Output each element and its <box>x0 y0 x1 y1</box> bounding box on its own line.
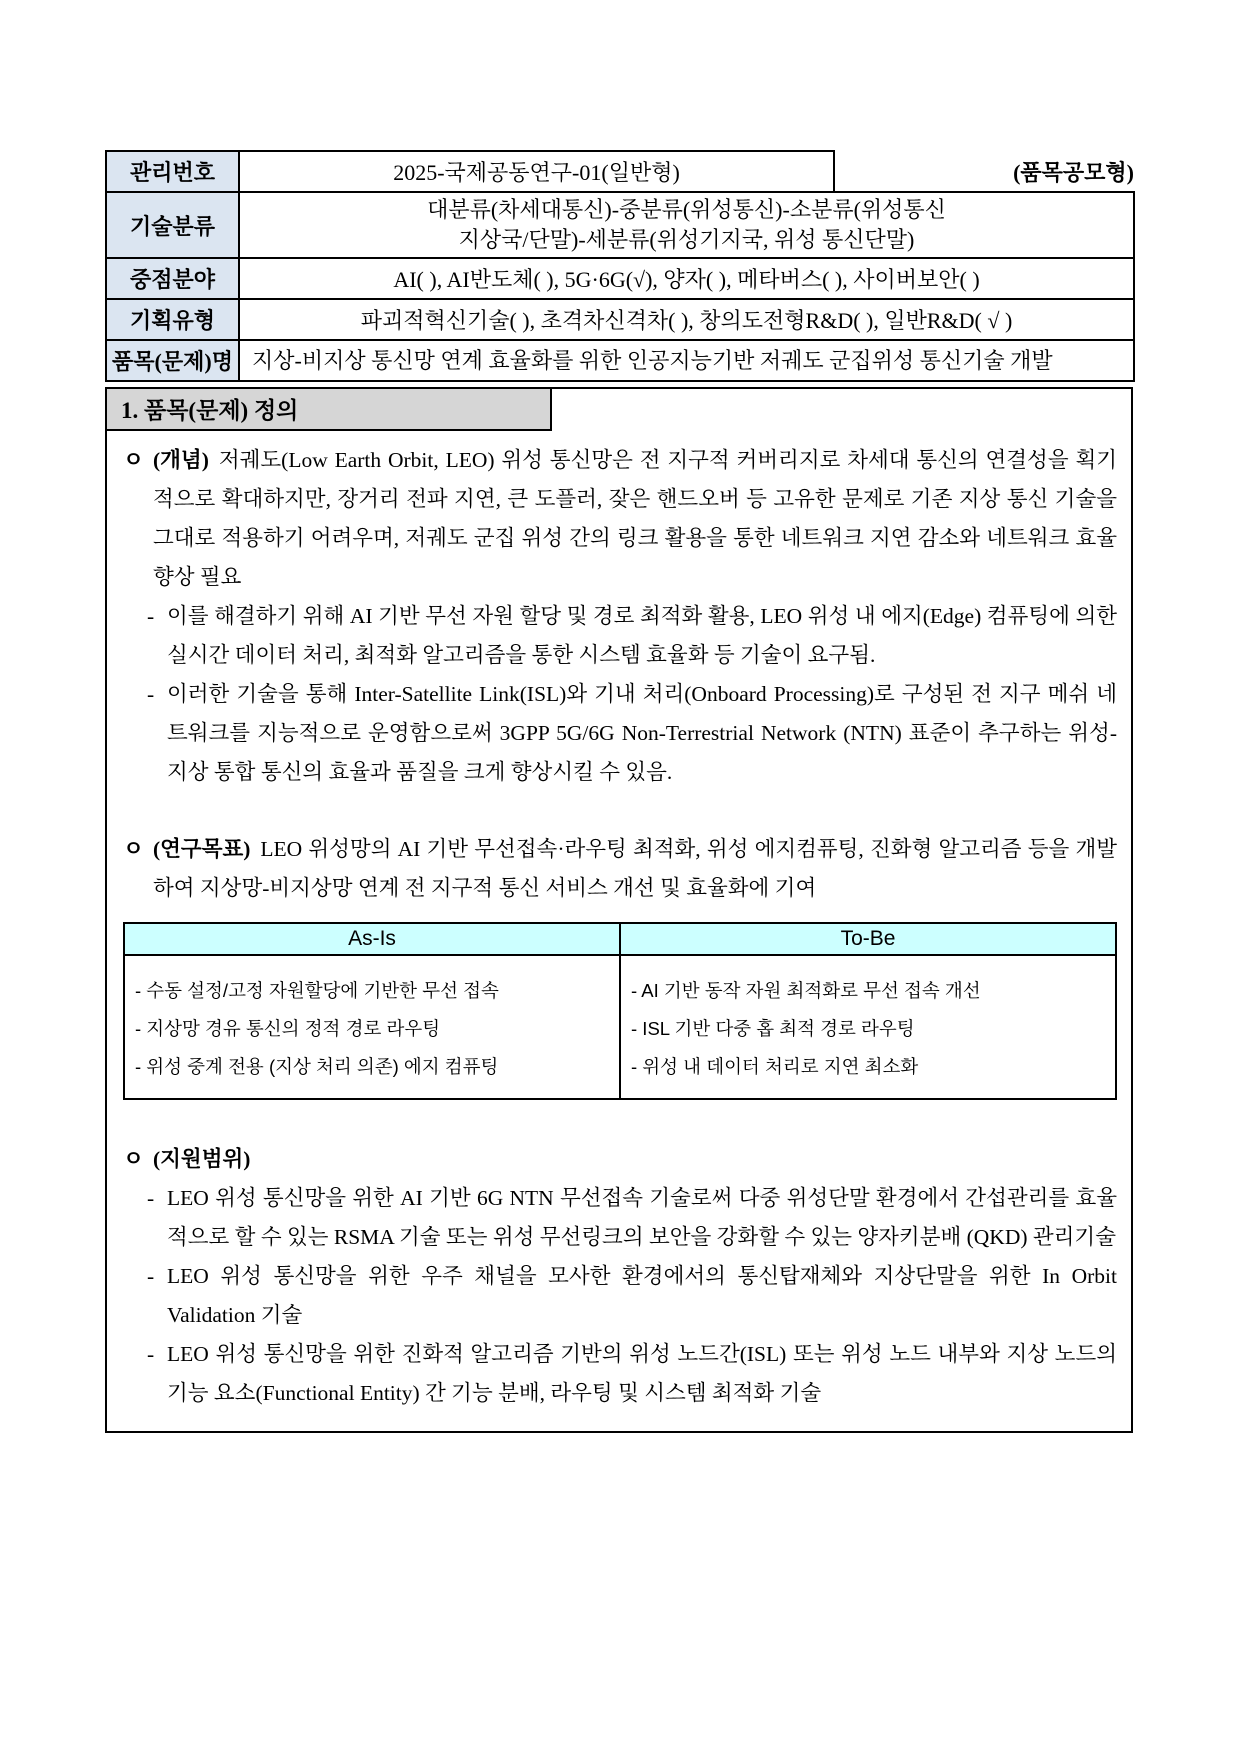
as-is-item: - 지상망 경유 통신의 정적 경로 라우팅 <box>135 1018 441 1039</box>
goal-label: (연구목표) <box>153 837 251 861</box>
bullet-circle-marker: ㅇ <box>123 837 144 861</box>
scope-item-text: LEO 위성 통신망을 위한 우주 채널을 모사한 환경에서의 통신탑재체와 지상단말을 위한 In Orbit Validation 기술 <box>167 1264 1117 1327</box>
goal-text: LEO 위성망의 AI 기반 무선접속·라우팅 최적화, 위성 에지컴퓨팅, 진화형 알고리즘 등을 개발하여 지상망-비지상망 연계 전 지구적 통신 서비스 개선 및 효율화에 기여 <box>153 837 1117 900</box>
table-row-item-name <box>106 340 1134 381</box>
to-be-header: To-Be <box>620 923 1116 955</box>
item-name-label: 품목(문제)명 <box>106 340 239 381</box>
concept-label: (개념) <box>153 448 209 472</box>
document-content <box>105 150 1133 1433</box>
dash-marker: - <box>147 604 155 628</box>
concept-subitem-text: 이를 해결하기 위해 AI 기반 무선 자원 할당 및 경로 최적화 활용, LEO 위성 내 에지(Edge) 컴퓨팅에 의한 실시간 데이터 처리, 최적화 알고리즘을 통한 시스템 효율화 등 기술이 요구됨. <box>167 604 1117 667</box>
table-row-tech-classification <box>106 192 1134 258</box>
scope-item <box>123 1179 1117 1257</box>
scope-items <box>123 1179 1117 1413</box>
section-title: 1. 품목(문제) 정의 <box>107 389 552 431</box>
concept-paragraph <box>123 441 1117 597</box>
info-table <box>105 150 1135 382</box>
goal-paragraph <box>123 830 1117 908</box>
item-name-value: 지상-비지상 통신망 연계 효율화를 위한 인공지능기반 저궤도 군집위성 통신기술 개발 <box>239 340 1134 381</box>
to-be-item: - AI 기반 동작 자원 최적화로 무선 접속 개선 <box>631 980 981 1001</box>
bullet-circle-marker: ㅇ <box>123 1147 144 1171</box>
tech-classification-label: 기술분류 <box>106 192 239 258</box>
dash-marker: - <box>147 1342 155 1366</box>
concept-subitem-text: 이러한 기술을 통해 Inter-Satellite Link(ISL)와 기내 처리(Onboard Processing)로 구성된 전 지구 메쉬 네트워크를 지능적으로 운영함으로써 3GPP 5G/6G Non-Terrestrial Network (NTN) 표준이 추구하는 위성-지상 통합 통신의 효율과 품질을 크게 향상시킬 수 있음. <box>167 682 1117 784</box>
doc-type-annotation: (품목공모형) <box>834 151 1134 192</box>
comparison-header-row <box>124 923 1116 955</box>
scope-item-text: LEO 위성 통신망을 위한 AI 기반 6G NTN 무선접속 기술로써 다중 위성단말 환경에서 간섭관리를 효율적으로 할 수 있는 RSMA 기술 또는 위성 무선링크의 보안을 강화할 수 있는 양자키분배 (QKD) 관리기술 <box>167 1186 1117 1249</box>
as-is-cell <box>124 955 620 1099</box>
comparison-body-row <box>124 955 1116 1099</box>
table-row-planning-type <box>106 299 1134 340</box>
scope-item-text: LEO 위성 통신망을 위한 진화적 알고리즘 기반의 위성 노드간(ISL) 또는 위성 노드 내부와 지상 노드의 기능 요소(Functional Entity) 간 기능 분배, 라우팅 및 시스템 최적화 기술 <box>167 1342 1117 1405</box>
scope-paragraph <box>123 1140 1117 1179</box>
dash-marker: - <box>147 1264 155 1288</box>
scope-label: (지원범위) <box>153 1147 251 1171</box>
planning-type-value: 파괴적혁신기술( ), 초격차신격차( ), 창의도전형R&D( ), 일반R&D( √ ) <box>239 299 1134 340</box>
tech-classification-line2: 지상국/단말)-세분류(위성기지국, 위성 통신단말) <box>458 227 915 252</box>
table-row-management-number <box>106 151 1134 192</box>
concept-subitem <box>123 675 1117 792</box>
tech-classification-line1: 대분류(차세대통신)-중분류(위성통신)-소분류(위성통신 <box>427 197 946 222</box>
as-is-item: - 위성 중계 전용 (지상 처리 의존) 에지 컴퓨팅 <box>135 1056 499 1077</box>
management-number-value: 2025-국제공동연구-01(일반형) <box>239 151 834 192</box>
concept-subitem <box>123 597 1117 675</box>
dash-marker: - <box>147 1186 155 1210</box>
bullet-circle-marker: ㅇ <box>123 448 144 472</box>
focus-area-label: 중점분야 <box>106 258 239 299</box>
definition-body <box>107 431 1131 1431</box>
to-be-cell <box>620 955 1116 1099</box>
management-number-label: 관리번호 <box>106 151 239 192</box>
dash-marker: - <box>147 682 155 706</box>
as-is-to-be-table <box>123 922 1117 1100</box>
as-is-header: As-Is <box>124 923 620 955</box>
to-be-item: - ISL 기반 다중 홉 최적 경로 라우팅 <box>631 1018 915 1039</box>
definition-box <box>105 387 1133 1433</box>
tech-classification-value <box>239 192 1134 258</box>
to-be-item: - 위성 내 데이터 처리로 지연 최소화 <box>631 1056 919 1077</box>
as-is-item: - 수동 설정/고정 자원할당에 기반한 무선 접속 <box>135 980 499 1001</box>
scope-item <box>123 1257 1117 1335</box>
scope-item <box>123 1335 1117 1413</box>
table-row-focus-area <box>106 258 1134 299</box>
concept-text: 저궤도(Low Earth Orbit, LEO) 위성 통신망은 전 지구적 커버리지로 차세대 통신의 연결성을 획기적으로 확대하지만, 장거리 전파 지연, 큰 도플러, 잦은 핸드오버 등 고유한 문제로 기존 지상 통신 기술을 그대로 적용하기 어려우며, 저궤도 군집 위성 간의 링크 활용을 통한 네트워크 지연 감소와 네트워크 효율 향상 필요 <box>153 448 1117 589</box>
planning-type-label: 기획유형 <box>106 299 239 340</box>
focus-area-value: AI( ), AI반도체( ), 5G·6G(√), 양자( ), 메타버스( ), 사이버보안( ) <box>239 258 1134 299</box>
